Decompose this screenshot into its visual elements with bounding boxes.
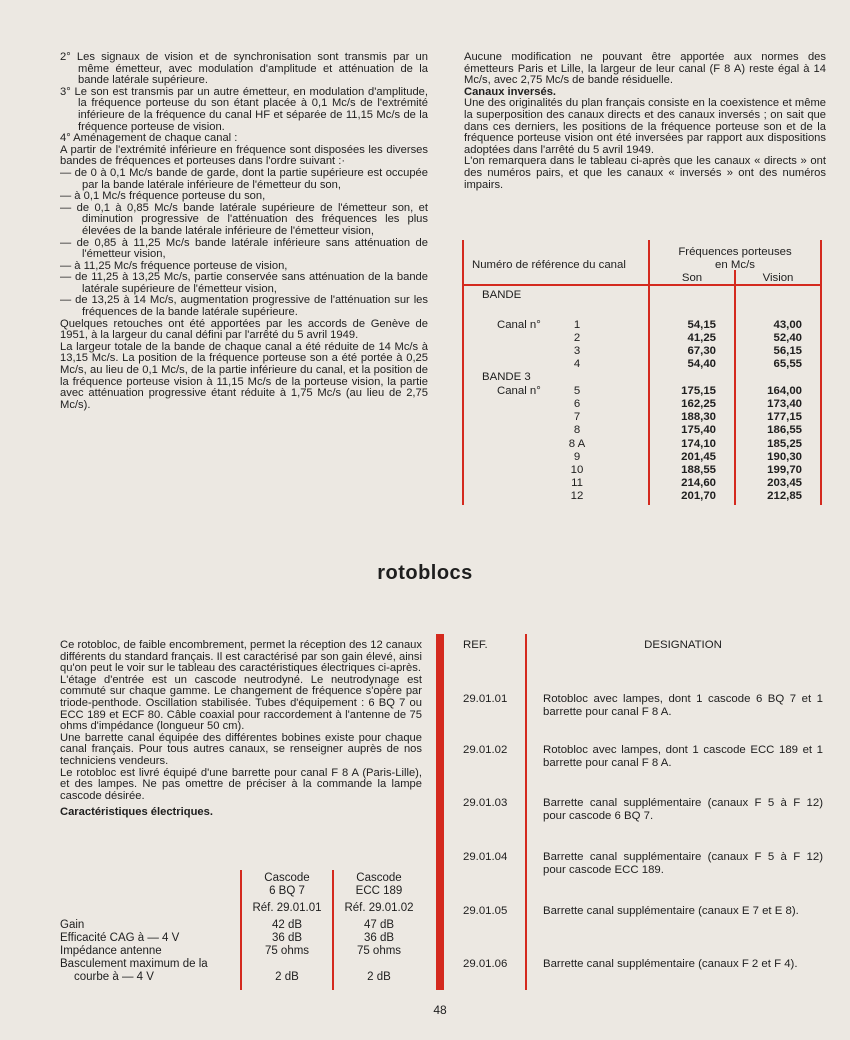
- designation-table: [463, 638, 825, 988]
- char-value-ecc189: 2 dB: [367, 971, 391, 983]
- left-column-text: [60, 52, 428, 411]
- para-2: 2° Les signaux de vision et de synchronisation sont transmis par un même émetteur, avec modulation d'amplitude et atténuation de la bande latérale supérieure.: [60, 51, 428, 87]
- row-designation: Rotobloc avec lampes, dont 1 cascode 6 BQ 7 et 1 barrette pour canal F 8 A.: [543, 693, 823, 718]
- son-value: 201,70: [681, 490, 716, 502]
- row-ref: 29.01.05: [463, 905, 508, 917]
- row-ref: 29.01.06: [463, 958, 508, 970]
- roto-para: Le rotobloc est livré équipé d'une barrette pour canal F 8 A (Paris-Lille), et des lampes. Ne pas omettre de préciser à la commande la lampe cascode désirée.: [60, 766, 422, 802]
- vision-value: 186,55: [767, 424, 802, 436]
- roto-para: L'étage d'entrée est un cascode neutrodyné. Le neutrodynage est commuté sur chaque gamme. Le changement de fréquence s'opère par triode-penthode. Oscillation stabilisée. Tubes d'équipement : 6 BQ 7 ou ECC 189 et ECF 80. Câble coaxial pour raccordement à l'antenne de 75 ohms d'impédance (longueur 50 cm).: [60, 673, 422, 733]
- canal-number: 6: [573, 398, 581, 410]
- vision-value: 203,45: [767, 477, 802, 489]
- son-value: 188,30: [681, 411, 716, 423]
- para-geneva: Quelques retouches ont été apportées par les accords de Genève de 1951, à la largeur du canal défini par l'arrêté du 5 avril 1949.: [60, 317, 428, 342]
- list-item: — à 0,1 Mc/s fréquence porteuse du son,: [60, 190, 266, 203]
- list-item: — de 0 à 0,1 Mc/s bande de garde, dont la partie supérieure est occupée par la bande latérale inférieure de l'émetteur du son,: [60, 166, 428, 191]
- header-unit: en Mc/s: [715, 259, 755, 271]
- list-item: — de 11,25 à 13,25 Mc/s, partie conservée sans atténuation de la bande latérale supérieure de l'émetteur vision,: [60, 271, 428, 295]
- row-ref: 29.01.04: [463, 851, 508, 863]
- para-3: 3° Le son est transmis par un autre émetteur, en modulation d'amplitude, la fréquence porteuse du son étant placée à 0,1 Mc/s de l'extrémité inférieure de la fréquence du canal HF et séparée de 11,15 Mc/s de la fréquence porteuse de vision.: [60, 85, 428, 133]
- roto-para: Une barrette canal équipée des différentes bobines existe pour chaque canal français. Pour tous autres canaux, se renseigner auprès de nos techniciens vendeurs.: [60, 731, 422, 767]
- char-value-6bq7: 36 dB: [271, 932, 303, 944]
- col2-line2: ECC 189: [355, 885, 403, 897]
- canal-number: 8 A: [568, 438, 586, 450]
- intro-para: Aucune modification ne pouvant être apportée aux normes des émetteurs Paris et Lille, la largeur de leur canal (F 8 A) reste égal à 14 Mc/s, avec 2,75 Mc/s de bande résiduelle.: [464, 51, 826, 87]
- col1-line2: 6 BQ 7: [269, 885, 305, 897]
- para-width: La largeur totale de la bande de chaque canal a été réduite de 14 Mc/s à 13,15 Mc/s. La position de la fréquence porteuse son a été portée à 0,25 Mc/s, au lieu de 0,1 Mc/s, de la partie inférieure du canal, et la position de la fréquence porteuse vision à 11,15 Mc/s de la porteuse vision, la partie avec atténuation progressive étant réduite à 1,75 Mc/s (au lieu de 2,75 Mc/s).: [60, 340, 428, 411]
- col1-ref: Réf. 29.01.01: [252, 902, 322, 914]
- para-intro: A partir de l'extrémité inférieure en fréquence sont disposées les diverses bandes de fréquences et porteuses dans l'ordre suivant :·: [60, 143, 428, 168]
- list-item: — de 13,25 à 14 Mc/s, augmentation progressive de l'atténuation sur les fréquences de la bande latérale supérieure.: [60, 294, 428, 319]
- canal-number: 8: [573, 424, 581, 436]
- son-value: 174,10: [681, 438, 716, 450]
- section-heading-canaux: Canaux inversés.: [464, 85, 557, 98]
- canaux-para-2: L'on remarquera dans le tableau ci-après que les canaux « directs » ont des numéros pairs, et que les canaux « inversés » ont des numéros impairs.: [464, 155, 826, 191]
- char-value-ecc189: 36 dB: [363, 932, 395, 944]
- vision-value: 52,40: [773, 332, 802, 344]
- col2-line1: Cascode: [356, 872, 402, 884]
- row-ref: 29.01.03: [463, 797, 508, 809]
- char-value-6bq7: 42 dB: [271, 919, 303, 931]
- canal-number: 9: [573, 451, 581, 463]
- canal-number: 5: [573, 385, 581, 397]
- list-item: — de 0,1 à 0,85 Mc/s bande latérale supérieure de l'émetteur son, et diminution progressive de l'atténuation des fréquences les plus élevées de la bande latérale inférieure de l'émetteur vision,: [60, 201, 428, 237]
- vision-value: 190,30: [767, 451, 802, 463]
- row-ref: 29.01.01: [463, 693, 508, 705]
- page-number: 48: [433, 1003, 447, 1017]
- canaux-para-1: Une des originalités du plan français consiste en la coexistence et même la superposition des canaux directs et des canaux inversés ; on sait que dans ces derniers, les positions de la fréquence porteuse son et de la fréquence porteuse vision ont été inversées par rapport aux dispositions adoptées dans l'arrêté du 5 avril 1949.: [464, 97, 826, 156]
- band-label-3: BANDE 3: [482, 371, 531, 383]
- row-designation: Barrette canal supplémentaire (canaux F 2 et F 4).: [543, 958, 798, 970]
- frequency-table: [462, 240, 824, 505]
- table-right-rule: [820, 240, 822, 505]
- vision-value: 164,00: [767, 385, 802, 397]
- characteristics-table: [60, 870, 422, 990]
- row-designation: Rotobloc avec lampes, dont 1 cascode ECC 189 et 1 barrette pour canal F 8 A.: [543, 744, 823, 769]
- vision-value: 56,15: [773, 345, 802, 357]
- col-vision: Vision: [762, 272, 794, 284]
- col2-ref: Réf. 29.01.02: [344, 902, 414, 914]
- char-label: Gain: [60, 919, 85, 931]
- col-son: Son: [681, 272, 703, 284]
- char-value-ecc189: 47 dB: [363, 919, 395, 931]
- row-designation: Barrette canal supplémentaire (canaux E 7 et E 8).: [543, 905, 799, 917]
- header-freq: Fréquences porteuses: [678, 246, 792, 258]
- canal-label: Canal n°: [497, 319, 541, 331]
- son-value: 54,15: [687, 319, 716, 331]
- son-value: 175,40: [681, 424, 716, 436]
- col1-line1: Cascode: [264, 872, 310, 884]
- canal-label: Canal n°: [497, 385, 541, 397]
- char-value-6bq7: 75 ohms: [264, 945, 310, 957]
- son-value: 67,30: [687, 345, 716, 357]
- designation-header-des: DESIGNATION: [644, 639, 722, 651]
- vision-value: 199,70: [767, 464, 802, 476]
- canal-number: 7: [573, 411, 581, 423]
- table-left-rule: [462, 240, 464, 505]
- char-label: Impédance antenne: [60, 945, 162, 957]
- canal-number: 12: [570, 490, 584, 502]
- char-label: Efficacité CAG à — 4 V: [60, 932, 180, 944]
- son-value: 41,25: [687, 332, 716, 344]
- designation-header-ref: REF.: [463, 639, 488, 651]
- canal-number: 1: [573, 319, 581, 331]
- char-heading: Caractéristiques électriques.: [60, 806, 213, 819]
- vision-value: 173,40: [767, 398, 802, 410]
- canal-number: 10: [570, 464, 584, 476]
- vision-value: 43,00: [773, 319, 802, 331]
- son-value: 175,15: [681, 385, 716, 397]
- row-designation: Barrette canal supplémentaire (canaux F 5 à F 12) pour cascode 6 BQ 7.: [543, 797, 823, 822]
- canal-number: 11: [571, 477, 583, 489]
- band-label-1: BANDE: [482, 289, 522, 301]
- canal-number: 4: [573, 358, 581, 370]
- roto-para: Ce rotobloc, de faible encombrement, permet la réception des 12 canaux différents du standard français. Il est caractérisé par son gain élevé, ainsi qu'on peut le voir sur le tableau des caractéristiques électriques ci-après.: [60, 639, 422, 675]
- canal-number: 3: [573, 345, 581, 357]
- char-value-6bq7: 2 dB: [275, 971, 299, 983]
- table-header-rule: [462, 284, 822, 286]
- vision-value: 177,15: [767, 411, 802, 423]
- header-ref: Numéro de référence du canal: [472, 259, 626, 271]
- roto-description: [60, 640, 422, 819]
- son-value: 162,25: [681, 398, 716, 410]
- section-title: rotoblocs: [377, 562, 473, 584]
- son-value: 188,55: [681, 464, 716, 476]
- vision-value: 185,25: [767, 438, 802, 450]
- son-value: 214,60: [681, 477, 716, 489]
- designation-left-bar: [436, 634, 444, 990]
- char-label: Basculement maximum de la: [60, 958, 208, 970]
- son-value: 201,45: [681, 451, 716, 463]
- canal-number: 2: [573, 332, 581, 344]
- char-label: courbe à — 4 V: [74, 971, 154, 983]
- son-value: 54,40: [687, 358, 716, 370]
- vision-value: 65,55: [773, 358, 802, 370]
- row-ref: 29.01.02: [463, 744, 508, 756]
- right-column-text: [464, 52, 826, 191]
- list-item: — de 0,85 à 11,25 Mc/s bande latérale inférieure sans atténuation de l'émetteur vision,: [60, 236, 428, 261]
- row-designation: Barrette canal supplémentaire (canaux F 5 à F 12) pour cascode ECC 189.: [543, 851, 823, 876]
- vision-value: 212,85: [767, 490, 802, 502]
- char-value-ecc189: 75 ohms: [356, 945, 402, 957]
- list-item: — à 11,25 Mc/s fréquence porteuse de vision,: [60, 259, 288, 272]
- para-4-title: 4° Aménagement de chaque canal :: [60, 132, 238, 145]
